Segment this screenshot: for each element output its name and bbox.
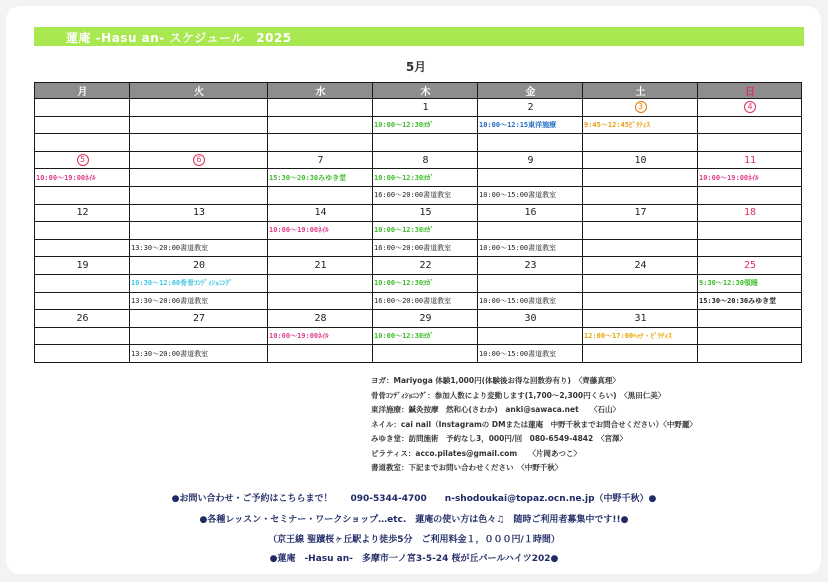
week-5-extra xyxy=(35,345,802,363)
holiday-circle: 3 xyxy=(635,101,647,113)
week-1-events xyxy=(35,116,802,134)
week-4-extra xyxy=(35,292,802,310)
week-3-events xyxy=(35,222,802,240)
info-line: みゆき堂：訪問施術 予約なし3，000円/回 080-6549-4842 〈宮澤〉 xyxy=(371,434,627,443)
calligraphy-slot: 10:00～15:00書道教室 xyxy=(478,292,583,310)
holiday-circle: 6 xyxy=(193,154,205,166)
info-line: ネイル：cai nail（Instagramの DMまたは蓮庵 中野千秋までお問合せください）〈中野麗〉 xyxy=(371,419,697,429)
event-cell: 10:00～19:00ﾈｲﾙ xyxy=(268,222,373,240)
weekday-tue: 火 xyxy=(130,83,268,99)
weekday-thu: 木 xyxy=(373,83,478,99)
date-cell xyxy=(583,99,698,117)
calligraphy-slot: 13:30～20:00書道教室 xyxy=(130,292,268,310)
week-2-extra xyxy=(35,186,802,204)
event-cell xyxy=(478,169,583,187)
date-cell: 17 xyxy=(583,204,698,222)
date-cell: 31 xyxy=(583,310,698,328)
event-cell: 10:00～19:00ﾈｲﾙ xyxy=(268,327,373,345)
date-cell: 29 xyxy=(373,310,478,328)
event-cell xyxy=(268,116,373,134)
date-cell: 30 xyxy=(478,310,583,328)
holiday-circle: 5 xyxy=(77,154,89,166)
date-cell xyxy=(698,99,802,117)
date-cell: 15 xyxy=(373,204,478,222)
event-cell: 10:00～12:30ﾖｶﾞ xyxy=(373,222,478,240)
event-cell: 10:30～12:00骨骨ｺﾝﾃﾞｨｼｮﾆﾝｸﾞ xyxy=(130,274,268,292)
event-cell: 10:00～12:30ﾖｶﾞ xyxy=(373,169,478,187)
month-label: 5月 xyxy=(405,60,427,74)
event-cell: 10:00～12:30ﾖｶﾞ xyxy=(373,327,478,345)
week-2-events xyxy=(35,169,802,187)
week-4-dates xyxy=(35,257,802,275)
event-cell: 9:30～12:30領睡 xyxy=(698,274,802,292)
event-cell: 15:30～20:30みゆき堂 xyxy=(698,292,802,310)
week-4-events xyxy=(35,274,802,292)
event-cell: 12:00～17:00ﾍｯﾅ・ﾋﾟﾗﾃｨｽ xyxy=(583,327,698,345)
footer-workshops: ●各種レッスン・セミナー・ワークショップ…etc. 蓮庵の使い方は色々♫ 随時ご利用者募集中です!!● xyxy=(199,515,629,525)
weekday-fri: 金 xyxy=(478,83,583,99)
date-cell: 11 xyxy=(698,151,802,169)
event-cell xyxy=(35,116,130,134)
event-cell: 9:45～12:45ﾋﾟﾗﾃｨｽ xyxy=(583,116,698,134)
calligraphy-slot: 16:00～20:00書道教室 xyxy=(373,186,478,204)
footer-access: （京王線 聖蹟桜ヶ丘駅より徒歩5分 ご利用料金１，０００円/１時間） xyxy=(268,535,560,545)
event-cell xyxy=(583,169,698,187)
date-cell: 2 xyxy=(478,99,583,117)
info-line: ヨガ：Mariyoga 体験1,000円(体験後お得な回数券有り) 〈齊藤真理〉 xyxy=(371,376,620,385)
event-cell xyxy=(698,116,802,134)
instructor-info xyxy=(371,374,791,476)
date-cell: 16 xyxy=(478,204,583,222)
event-cell: 10:00～19:00ﾈｲﾙ xyxy=(35,169,130,187)
date-cell xyxy=(35,99,130,117)
footer-contact: ●お問い合わせ・ご予約はこちらまで！ 090-5344-4700 n-shodoukai@topaz.ocn.ne.jp（中野千秋）● xyxy=(171,494,657,504)
weekday-wed: 水 xyxy=(268,83,373,99)
event-cell: 10:00～12:30ﾖｶﾞ xyxy=(373,274,478,292)
date-cell: 19 xyxy=(35,257,130,275)
calligraphy-slot: 10:00～15:00書道教室 xyxy=(478,186,583,204)
holiday-circle: 4 xyxy=(744,101,756,113)
date-cell xyxy=(35,151,130,169)
calligraphy-slot: 16:00～20:00書道教室 xyxy=(373,239,478,257)
calligraphy-slot: 10:00～15:00書道教室 xyxy=(478,345,583,363)
date-cell xyxy=(698,310,802,328)
date-cell: 27 xyxy=(130,310,268,328)
title-banner xyxy=(34,27,804,46)
week-1-extra xyxy=(35,134,802,152)
date-cell: 18 xyxy=(698,204,802,222)
event-cell: 10:00～19:00ﾈｲﾙ xyxy=(698,169,802,187)
date-cell: 28 xyxy=(268,310,373,328)
calligraphy-slot: 16:00～20:00書道教室 xyxy=(373,292,478,310)
weekday-header-row xyxy=(35,83,802,99)
date-cell xyxy=(130,99,268,117)
calligraphy-slot: 10:00～15:00書道教室 xyxy=(478,239,583,257)
date-cell: 20 xyxy=(130,257,268,275)
event-cell: 15:30～20:30みゆき堂 xyxy=(268,169,373,187)
date-cell: 22 xyxy=(373,257,478,275)
info-line: ピラティス：acco.pilates@gmail.com 〈片岡あつこ〉 xyxy=(371,448,581,458)
date-cell xyxy=(130,151,268,169)
event-cell: 10:00～12:30ﾖｶﾞ xyxy=(373,116,478,134)
date-cell: 7 xyxy=(268,151,373,169)
date-cell: 24 xyxy=(583,257,698,275)
event-cell xyxy=(130,116,268,134)
event-cell: 10:00～12:15東洋施療 xyxy=(478,116,583,134)
date-cell: 9 xyxy=(478,151,583,169)
calligraphy-slot: 13:30～20:00書道教室 xyxy=(130,239,268,257)
week-3-dates xyxy=(35,204,802,222)
info-line: 骨骨ｺﾝﾃﾞｨｼｮﾆﾝｸﾞ：参加人数により変動します(1,700～2,300円くらい) 〈黒田仁美〉 xyxy=(371,390,666,400)
date-cell: 12 xyxy=(35,204,130,222)
date-cell: 14 xyxy=(268,204,373,222)
schedule-calendar xyxy=(34,82,802,363)
page-title: 蓮庵 -Hasu an- スケジュール 2025 xyxy=(66,31,292,45)
date-cell: 1 xyxy=(373,99,478,117)
weekday-sat: 土 xyxy=(583,83,698,99)
date-cell xyxy=(268,99,373,117)
week-5-events xyxy=(35,327,802,345)
date-cell: 26 xyxy=(35,310,130,328)
week-1-dates xyxy=(35,99,802,117)
info-line: 書道教室：下記までお問い合わせください 〈中野千秋〉 xyxy=(371,463,563,472)
date-cell: 13 xyxy=(130,204,268,222)
week-5-dates xyxy=(35,310,802,328)
event-cell xyxy=(130,169,268,187)
footer-address: ●蓮庵 -Hasu an- 多摩市一ノ宮3-5-24 桜が丘パールハイツ202● xyxy=(269,554,559,564)
weekday-mon: 月 xyxy=(35,83,130,99)
date-cell: 23 xyxy=(478,257,583,275)
info-line: 東洋施療：鍼灸按摩 然和心(さわか) anki@sawaca.net 〈石山〉 xyxy=(371,405,620,414)
week-3-extra xyxy=(35,239,802,257)
date-cell: 25 xyxy=(698,257,802,275)
date-cell: 8 xyxy=(373,151,478,169)
date-cell: 21 xyxy=(268,257,373,275)
calligraphy-slot: 13:30～20:00書道教室 xyxy=(130,345,268,363)
date-cell: 10 xyxy=(583,151,698,169)
weekday-sun: 日 xyxy=(698,83,802,99)
week-2-dates xyxy=(35,151,802,169)
